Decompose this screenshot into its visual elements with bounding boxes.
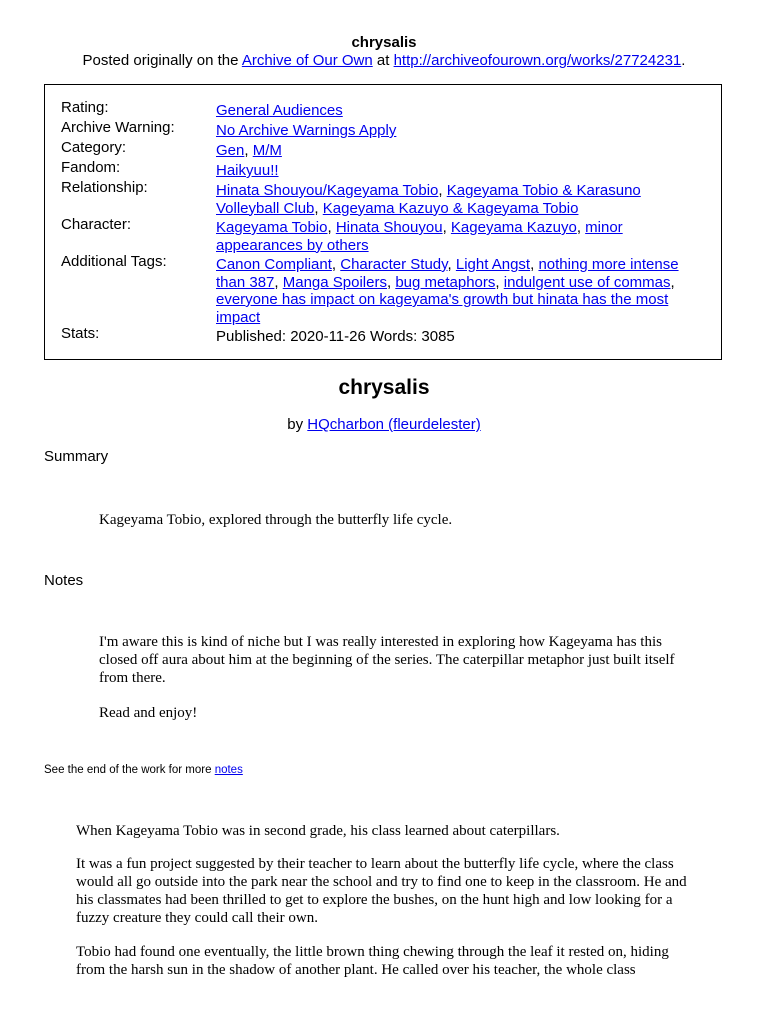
rating-link[interactable]: General Audiences	[216, 102, 343, 119]
stats-label: Stats:	[61, 325, 100, 342]
tag-link-1[interactable]: Canon Compliant	[216, 256, 332, 273]
tag-link-7[interactable]: indulgent use of commas	[503, 273, 671, 291]
warning-link[interactable]: No Archive Warnings Apply	[216, 122, 397, 139]
notes-paragraph-2: Read and enjoy!	[99, 705, 198, 721]
work-url-link[interactable]: http://archiveofourown.org/works/27724231	[393, 52, 682, 69]
tag-link-8[interactable]: everyone has impact on kageyama's growth but hinata has the most impact	[216, 291, 669, 326]
end-notes-link[interactable]: notes	[214, 764, 243, 776]
summary-text: Kageyama Tobio, explored through the butterfly life cycle.	[99, 512, 453, 528]
byline	[0, 416, 768, 433]
summary-heading: Summary	[44, 448, 109, 465]
posted-period: .	[681, 52, 686, 69]
character-link-4[interactable]: minor appearances by others	[216, 219, 623, 254]
archive-link[interactable]: Archive of Our Own	[241, 52, 373, 69]
posted-prefix: Posted originally on the	[82, 52, 239, 69]
tag-link-2[interactable]: Character Study	[340, 256, 448, 273]
work-title: chrysalis	[338, 376, 430, 399]
notes-heading: Notes	[44, 572, 84, 589]
posted-line	[0, 52, 768, 69]
notes-paragraph-1: I'm aware this is kind of niche but I was really interested in exploring how Kageyama has this closed off aura about him at the beginning of the series. The caterpillar metaphor just built itself from there.	[99, 634, 675, 686]
tags-label: Additional Tags:	[61, 253, 167, 270]
body-paragraph-3: Tobio had found one eventually, the little brown thing chewing through the leaf it rested on, hiding from the harsh sun in the shadow of another plant. He called over his teacher, the whole class	[76, 944, 669, 978]
character-link-2[interactable]: Hinata Shouyou	[335, 219, 443, 236]
body-paragraph-2: It was a fun project suggested by their teacher to learn about the butterfly life cycle, where the class would all go outside into the park near the school and try to find one to keep in the classroom. He and his classmates had been thrilled to get to explore the bushes, on the hunt high and low looking for a fuzzy creature they could call their own.	[76, 856, 687, 926]
relationship-link-1[interactable]: Hinata Shouyou/Kageyama Tobio	[216, 182, 439, 199]
end-notes-prefix: See the end of the work for more	[44, 764, 212, 776]
metadata-box: Rating: General Audiences Archive Warning: No Archive Warnings Apply Category: Gen, M/M Fandom: Haikyuu!! Relationship: Hinata Shouyou/Kageyama Tobio, Kageyama Tobio & Karasuno Volleyball Club, Kageyama Kazuyo & Kageyama Tobio Character: Kageyama Tobio, Hinata Shouyou, Kageyama Kazuyo, minor appearances by others Additional Tags: Canon Compliant, Character Study, Light Angst, nothing more intense than 387, Manga Spoilers, bug metaphors, indulgent use of commas, everyone has impact on kageyama's growth but hinata has the most impact Stats: Published: 2020-11-26 Words: 3085	[44, 84, 722, 360]
character-link-1[interactable]: Kageyama Tobio	[216, 219, 328, 236]
body-paragraph-1: When Kageyama Tobio was in second grade, his class learned about caterpillars.	[76, 823, 560, 839]
tag-link-6[interactable]: bug metaphors	[395, 273, 496, 291]
relationship-link-2[interactable]: Kageyama Tobio & Karasuno Volleyball Club	[216, 182, 641, 217]
stats-value: Published: 2020-11-26 Words: 3085	[216, 328, 455, 345]
relationship-link-3[interactable]: Kageyama Kazuyo & Kageyama Tobio	[322, 199, 579, 217]
warning-label: Archive Warning:	[61, 119, 175, 136]
category-link-gen[interactable]: Gen	[216, 142, 245, 159]
posted-at: at	[376, 52, 390, 69]
tag-link-3[interactable]: Light Angst	[455, 256, 531, 273]
author-link[interactable]: HQcharbon (fleurdelester)	[307, 416, 481, 433]
character-link-3[interactable]: Kageyama Kazuyo	[450, 219, 577, 236]
tag-link-4[interactable]: nothing more intense than 387	[216, 256, 679, 291]
fandom-link[interactable]: Haikyuu!!	[216, 162, 279, 179]
tag-link-5[interactable]: Manga Spoilers	[282, 273, 387, 291]
fandom-label: Fandom:	[61, 159, 121, 176]
header-title: chrysalis	[351, 34, 417, 51]
category-label: Category:	[61, 139, 127, 156]
category-link-mm[interactable]: M/M	[252, 142, 282, 159]
character-label: Character:	[61, 216, 132, 233]
relationship-label: Relationship:	[61, 179, 148, 196]
end-notes-line	[44, 764, 243, 776]
rating-label: Rating:	[61, 99, 109, 116]
by-label: by	[287, 416, 304, 433]
